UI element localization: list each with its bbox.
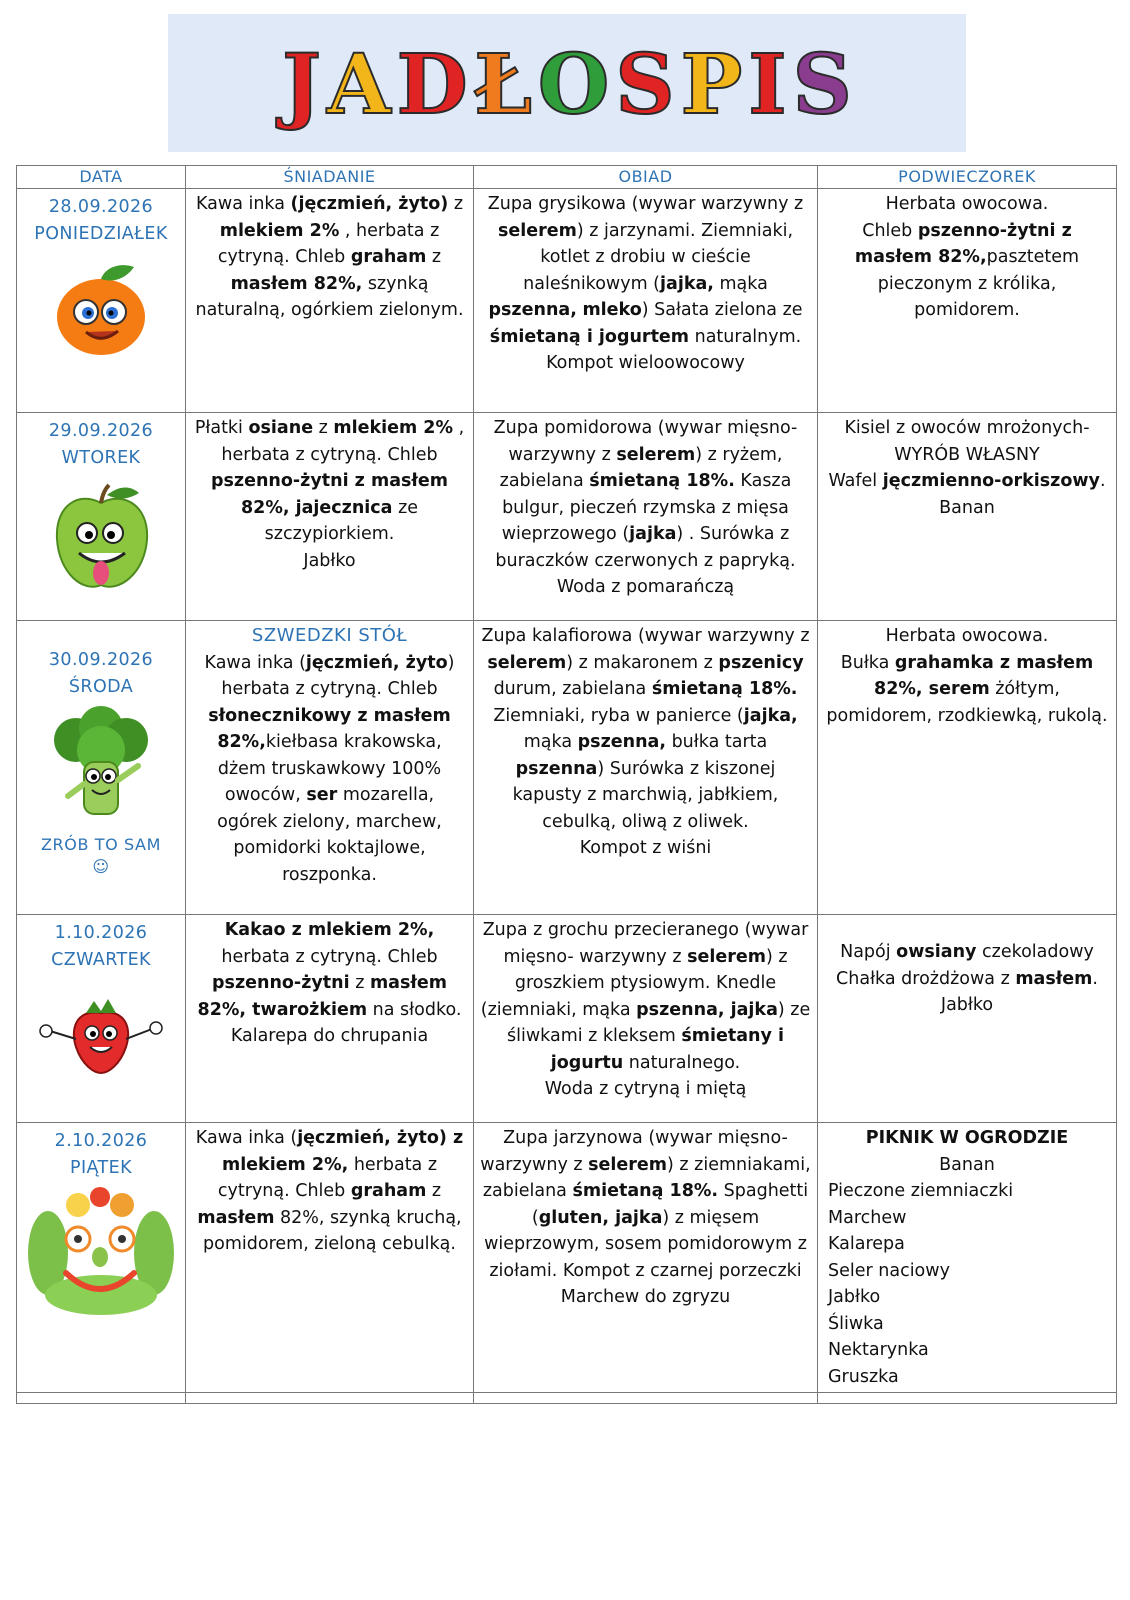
fruit-text: Jabłko xyxy=(303,550,356,571)
menu-text: mąka xyxy=(713,273,768,294)
date-cell xyxy=(17,621,186,915)
menu-text: Wafel xyxy=(828,471,883,491)
menu-text: ) z ziemniakami, zabielana xyxy=(482,1154,811,1201)
breakfast-cell xyxy=(186,621,474,915)
allergen-text: grahamka z masłem 82%, serem xyxy=(874,652,1094,699)
allergen-text: śmietany i jogurtu xyxy=(550,1026,784,1073)
allergen-text: śmietaną 18%. xyxy=(572,1181,719,1201)
menu-text: ) z ryżem, zabielana xyxy=(499,444,783,491)
list-item: Jabłko xyxy=(828,1287,881,1307)
header-lunch: OBIAD xyxy=(474,166,818,189)
menu-text: . xyxy=(1092,968,1098,989)
menu-text: ) herbata z cytryną. Chleb xyxy=(221,652,455,699)
menu-text: Marchew do zgryzu xyxy=(560,1287,731,1307)
smiley-icon: ☺ xyxy=(92,857,110,876)
menu-text: Kawa inka ( xyxy=(195,1128,298,1148)
allergen-text: masłem xyxy=(1015,968,1093,989)
fruit-text: Jabłko xyxy=(940,995,994,1015)
allergen-text: pszenna, xyxy=(488,300,577,320)
day-row xyxy=(17,189,1117,413)
menu-text: czekoladowy Chałka drożdżowa z xyxy=(836,942,1094,989)
day-date: 30.09.2026 xyxy=(48,650,154,670)
menu-text: bułka tarta xyxy=(666,732,768,752)
day-weekday: ŚRODA xyxy=(68,676,134,697)
menu-text: ) z jarzynami. Ziemniaki, kotlet z drobiu w cieście naleśnikowym ( xyxy=(523,220,794,294)
date-cell xyxy=(17,915,186,1123)
allergen-text: pszenno-żytni z masłem 82%, jajecznica xyxy=(210,471,449,518)
banner-letter: Ł xyxy=(473,37,532,133)
banner-letter: I xyxy=(748,37,787,133)
menu-text: Kalarepa do chrupania xyxy=(230,1026,429,1046)
empty-cell xyxy=(186,1393,474,1404)
date-cell xyxy=(17,413,186,621)
menu-text: z xyxy=(448,194,464,214)
day-date: 29.09.2026 xyxy=(48,421,154,441)
day-date: 2.10.2026 xyxy=(54,1131,148,1151)
empty-cell xyxy=(818,1393,1117,1404)
drink-text: Woda z pomarańczą xyxy=(556,577,735,597)
allergen-text: mlekiem 2% xyxy=(333,418,454,438)
drink-text: Woda z cytryną i miętą xyxy=(544,1079,747,1099)
picnic-list xyxy=(824,1178,1110,1390)
breakfast-cell xyxy=(186,413,474,621)
empty-cell xyxy=(17,1393,186,1404)
menu-text: na słodko. xyxy=(367,999,462,1020)
allergen-text: pszenno-żytni z masłem 82%, xyxy=(854,220,1072,267)
banner xyxy=(168,14,966,152)
day-row xyxy=(17,621,1117,915)
list-item: Kalarepa xyxy=(828,1234,905,1254)
meal-plan-table xyxy=(16,165,1117,1404)
allergen-text: śmietaną 18%. xyxy=(651,679,798,699)
drink-text: Kompot z wiśni xyxy=(579,838,712,858)
menu-text: ) ze śliwkami z kleksem xyxy=(507,999,811,1046)
lunch-cell xyxy=(474,413,818,621)
breakfast-cell xyxy=(186,915,474,1123)
menu-text: ze szczypiorkiem. xyxy=(264,497,419,544)
allergen-text: jajka, xyxy=(743,705,798,726)
menu-text: Chleb xyxy=(862,220,918,241)
menu-text: Kawa inka xyxy=(195,194,291,214)
menu-text: mozarella, ogórek zielony, marchew, pomidorki koktajlowe, roszponka. xyxy=(217,785,442,885)
menu-text: ) Sałata zielona ze xyxy=(641,300,803,320)
menu-text: Herbata owocowa. xyxy=(885,194,1049,214)
menu-text: naturalnego. xyxy=(623,1052,741,1073)
breakfast-cell xyxy=(186,189,474,413)
apple-character-icon xyxy=(49,481,154,599)
lunch-cell xyxy=(474,189,818,413)
menu-text: , herbata z cytryną. Chleb xyxy=(221,418,465,465)
menu-text: durum, zabielana xyxy=(493,679,652,699)
menu-text: ) z mięsem wieprzowym, sosem pomidorowym z ziołami. Kompot z czarnej porzeczki xyxy=(484,1207,807,1281)
lunch-cell xyxy=(474,621,818,915)
swedish-table-title: SZWEDZKI STÓŁ xyxy=(251,625,408,646)
diy-note: ZRÓB TO SAM xyxy=(41,835,161,854)
menu-text: Zupa kalafiorowa (wywar warzywny z xyxy=(481,626,810,646)
menu-text: Kasza bulgur, pieczeń rzymska z mięsa wieprzowego ( xyxy=(501,471,792,544)
lunch-cell xyxy=(474,1123,818,1393)
allergen-text: masłem 82%, twarożkiem xyxy=(197,973,447,1020)
menu-text: herbata z cytryną. Chleb xyxy=(217,1154,438,1201)
menu-text: , herbata z cytryną. Chleb xyxy=(217,220,440,267)
menu-text: Ziemniaki, ryba w panierce ( xyxy=(493,705,744,726)
allergen-text: masłem 82%, xyxy=(230,273,363,294)
lunch-cell xyxy=(474,915,818,1123)
orange-character-icon xyxy=(46,257,156,362)
menu-text: Płatki xyxy=(194,418,249,438)
day-date: 28.09.2026 xyxy=(48,197,154,217)
menu-text: ) z makaronem z xyxy=(566,652,719,673)
banner-letter: D xyxy=(396,37,468,133)
menu-text: kiełbasa krakowska, dżem truskawkowy 100% owoców, xyxy=(217,732,442,805)
menu-text: Zupa z grochu przecieranego (wywar mięsno- warzywny z xyxy=(482,920,809,967)
drink-text: Kompot wieloowocowy xyxy=(546,353,745,373)
allergen-text: pszenno-żytni xyxy=(212,973,350,993)
menu-text: ) . Surówka z buraczków czerwonych z papryką. xyxy=(495,524,796,571)
banner-letter: S xyxy=(792,37,852,133)
banner-letter: J xyxy=(282,37,321,133)
menu-text: herbata z cytryną. Chleb xyxy=(221,946,438,967)
day-weekday: PONIEDZIAŁEK xyxy=(34,223,168,244)
allergen-text: (jęczmień, żyto) xyxy=(290,194,449,214)
allergen-text: mlekiem 2% xyxy=(219,220,340,241)
banner-title xyxy=(168,14,966,152)
snack-cell xyxy=(818,915,1117,1123)
menu-text: Kawa inka ( xyxy=(204,652,306,673)
banner-letter: P xyxy=(680,37,743,133)
allergen-text: jęczmień, żyto) z mlekiem 2%, xyxy=(221,1128,464,1175)
allergen-text: graham xyxy=(350,1181,427,1201)
menu-text: Spaghetti ( xyxy=(531,1181,809,1228)
breakfast-cell xyxy=(186,1123,474,1393)
day-date: 1.10.2026 xyxy=(54,923,148,943)
menu-text: z xyxy=(313,418,334,438)
menu-text: ) z groszkiem ptysiowym. Knedle (ziemniaki, mąka xyxy=(480,946,788,1020)
allergen-text: selerem xyxy=(588,1154,668,1175)
header-breakfast: ŚNIADANIE xyxy=(186,166,474,189)
banner-letter: S xyxy=(615,37,675,133)
banner-letter: O xyxy=(537,37,610,133)
allergen-text: ser xyxy=(306,785,338,805)
allergen-text: selerem xyxy=(487,652,567,673)
allergen-text: pszenna, xyxy=(577,732,667,752)
header-snack: PODWIECZOREK xyxy=(818,166,1117,189)
allergen-text: śmietaną i jogurtem xyxy=(489,326,690,347)
list-item: Śliwka xyxy=(828,1313,884,1334)
allergen-text: gluten, jajka xyxy=(538,1207,663,1228)
vegetable-face-icon xyxy=(26,1183,176,1323)
day-row xyxy=(17,915,1117,1123)
header-row xyxy=(17,166,1117,189)
allergen-text: owsiany xyxy=(896,942,977,962)
date-cell xyxy=(17,189,186,413)
menu-text: naturalnym. xyxy=(689,326,802,347)
menu-text: mąka xyxy=(523,732,578,752)
snack-cell xyxy=(818,189,1117,413)
menu-text: szynką naturalną, ogórkiem zielonym. xyxy=(195,273,464,320)
allergen-text: pszenicy xyxy=(718,652,804,673)
menu-text: ) Surówka z kiszonej kapusty z marchwią, jabłkiem, cebulką, oliwą z oliwek. xyxy=(512,758,779,832)
menu-text: Zupa grysikowa (wywar warzywny z xyxy=(487,194,804,214)
menu-text: Bułka xyxy=(840,652,895,673)
menu-text: . xyxy=(1099,471,1106,491)
allergen-text: jajka xyxy=(629,524,677,544)
snack-cell xyxy=(818,621,1117,915)
allergen-text: masłem xyxy=(197,1207,275,1228)
allergen-text: pszenna xyxy=(515,758,598,779)
snack-cell xyxy=(818,413,1117,621)
menu-text: z xyxy=(426,247,442,267)
banner-letter: A xyxy=(326,37,391,133)
allergen-text: osiane xyxy=(248,418,314,438)
day-weekday: WTOREK xyxy=(61,447,141,468)
list-item: Marchew xyxy=(828,1207,907,1228)
allergen-text: selerem xyxy=(687,946,766,967)
snack-cell xyxy=(818,1123,1117,1393)
allergen-text: Kakao z mlekiem 2%, xyxy=(224,920,435,940)
allergen-text: selerem xyxy=(497,220,577,241)
broccoli-character-icon xyxy=(46,706,156,826)
menu-text: Kisiel z owoców mrożonych- WYRÓB WŁASNY xyxy=(844,418,1090,465)
menu-text: Herbata owocowa. xyxy=(885,626,1049,646)
empty-cell xyxy=(474,1393,818,1404)
allergen-text: selerem xyxy=(616,444,696,465)
table-end-row xyxy=(17,1393,1117,1404)
menu-text: Zupa pomidorowa (wywar mięsno-warzywny z xyxy=(493,418,798,465)
allergen-text: graham xyxy=(350,247,427,267)
allergen-text: jajka, xyxy=(660,273,714,294)
list-item: Seler naciowy xyxy=(828,1260,950,1281)
fruit-text: Banan xyxy=(939,497,995,518)
menu-text: pasztetem pieczonym z królika, pomidorem. xyxy=(877,247,1080,320)
menu-text: 82%, szynką kruchą, pomidorem, zieloną cebulką. xyxy=(203,1207,462,1254)
date-cell xyxy=(17,1123,186,1393)
day-weekday: CZWARTEK xyxy=(51,949,151,970)
menu-text: żółtym, pomidorem, rzodkiewką, rukolą. xyxy=(826,679,1108,726)
strawberry-character-icon xyxy=(36,995,166,1075)
menu-text: z xyxy=(426,1181,442,1201)
list-item: Nektarynka xyxy=(828,1340,929,1360)
header-date: DATA xyxy=(17,166,186,189)
list-item: Pieczone ziemniaczki xyxy=(828,1181,1014,1201)
allergen-text: jęczmienno-orkiszowy xyxy=(882,471,1100,491)
allergen-text: śmietaną 18%. xyxy=(589,471,735,491)
menu-text: z xyxy=(349,973,370,993)
menu-text: Napój xyxy=(840,942,897,962)
day-weekday: PIĄTEK xyxy=(70,1157,132,1178)
allergen-text: pszenna, jajka xyxy=(636,999,778,1020)
allergen-text: jęczmień, żyto xyxy=(305,652,448,673)
list-item: Gruszka xyxy=(828,1366,899,1387)
menu-text: Zupa jarzynowa (wywar mięsno-warzywny z xyxy=(480,1128,788,1175)
allergen-text: mleko xyxy=(582,300,642,320)
day-row xyxy=(17,1123,1117,1393)
picnic-title: PIKNIK W OGRODZIE xyxy=(865,1128,1069,1148)
day-row xyxy=(17,413,1117,621)
fruit-text: Banan xyxy=(939,1154,995,1175)
allergen-text: słonecznikowy z masłem 82%, xyxy=(208,705,451,752)
